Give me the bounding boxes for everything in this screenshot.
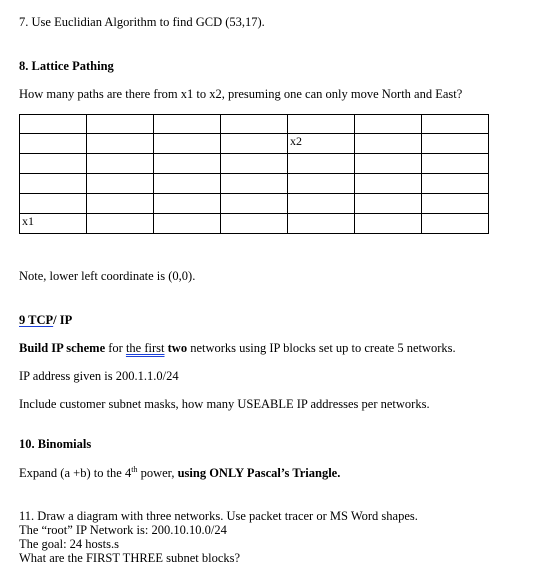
question-10-text bbox=[19, 466, 340, 481]
question-9-line-2: IP address given is 200.1.1.0/24 bbox=[19, 369, 179, 383]
grid-cell bbox=[154, 115, 221, 134]
question-11-line-3: The goal: 24 hosts.s bbox=[19, 537, 119, 551]
grid-cell bbox=[154, 134, 221, 154]
grid-cell bbox=[422, 154, 489, 174]
grid-cell bbox=[20, 154, 87, 174]
ip-label: / IP bbox=[53, 313, 73, 327]
grid-cell bbox=[221, 194, 288, 214]
grid-cell bbox=[20, 115, 87, 134]
question-11-line-4: What are the FIRST THREE subnet blocks? bbox=[19, 551, 241, 565]
question-10-title: 10. Binomials bbox=[19, 437, 92, 451]
question-9-title bbox=[19, 313, 72, 328]
grid-cell bbox=[221, 134, 288, 154]
grid-cell bbox=[20, 174, 87, 194]
grid-cell bbox=[87, 194, 154, 214]
grid-cell bbox=[355, 214, 422, 234]
two-text: two bbox=[167, 341, 188, 355]
question-11-line-1: 11. Draw a diagram with three networks. Use packet tracer or MS Word shapes. bbox=[19, 509, 418, 523]
networks-text: networks using IP blocks set up to create 5 networks. bbox=[187, 341, 456, 355]
tcp-label: 9 TCP bbox=[19, 313, 54, 327]
the-first-text: the first bbox=[125, 341, 165, 355]
grid-cell bbox=[221, 214, 288, 234]
grid-cell bbox=[355, 134, 422, 154]
grid-row bbox=[20, 214, 489, 234]
question-8-text: How many paths are there from x1 to x2, presuming one can only move North and East? bbox=[19, 87, 463, 101]
grid-cell bbox=[288, 154, 355, 174]
question-9-line-1 bbox=[19, 341, 456, 356]
grid-cell bbox=[422, 194, 489, 214]
question-11-line-2: The “root” IP Network is: 200.10.10.0/24 bbox=[19, 523, 227, 537]
lattice-grid bbox=[19, 114, 489, 234]
grid-cell bbox=[288, 115, 355, 134]
grid-row bbox=[20, 154, 489, 174]
grid-cell-x1: x1 bbox=[20, 214, 87, 234]
grid-cell bbox=[355, 174, 422, 194]
grid-cell bbox=[355, 154, 422, 174]
grid-cell bbox=[154, 174, 221, 194]
grid-cell bbox=[288, 174, 355, 194]
grid-cell bbox=[87, 214, 154, 234]
lattice-note: Note, lower left coordinate is (0,0). bbox=[19, 269, 196, 283]
pascal-text: using ONLY Pascal’s Triangle. bbox=[177, 466, 341, 480]
grid-cell bbox=[87, 115, 154, 134]
question-8-title: 8. Lattice Pathing bbox=[19, 59, 114, 73]
grid-cell bbox=[87, 134, 154, 154]
superscript-th: th bbox=[131, 464, 138, 474]
question-9-line-3: Include customer subnet masks, how many USEABLE IP addresses per networks. bbox=[19, 397, 430, 411]
grid-cell bbox=[87, 154, 154, 174]
grid-cell bbox=[422, 174, 489, 194]
question-7: 7. Use Euclidian Algorithm to find GCD (53,17). bbox=[19, 15, 265, 29]
power-text: power, bbox=[137, 466, 178, 480]
grid-cell bbox=[154, 194, 221, 214]
grid-cell-x2: x2 bbox=[288, 134, 355, 154]
grid-cell bbox=[422, 134, 489, 154]
grid-cell bbox=[20, 194, 87, 214]
grid-row bbox=[20, 194, 489, 214]
grid-cell bbox=[154, 154, 221, 174]
build-ip-scheme-text: Build IP scheme bbox=[19, 341, 106, 355]
grid-cell bbox=[355, 194, 422, 214]
grid-cell bbox=[288, 194, 355, 214]
grid-cell bbox=[87, 174, 154, 194]
for-text: for bbox=[105, 341, 126, 355]
grid-cell bbox=[221, 154, 288, 174]
grid-cell bbox=[422, 214, 489, 234]
grid-row bbox=[20, 174, 489, 194]
grid-cell bbox=[288, 214, 355, 234]
grid-row bbox=[20, 115, 489, 134]
expand-text: Expand (a +b) to the 4 bbox=[19, 466, 132, 480]
grid-cell bbox=[20, 134, 87, 154]
grid-row bbox=[20, 134, 489, 154]
grid-cell bbox=[221, 115, 288, 134]
grid-cell bbox=[355, 115, 422, 134]
grid-cell bbox=[154, 214, 221, 234]
grid-cell bbox=[221, 174, 288, 194]
grid-cell bbox=[422, 115, 489, 134]
